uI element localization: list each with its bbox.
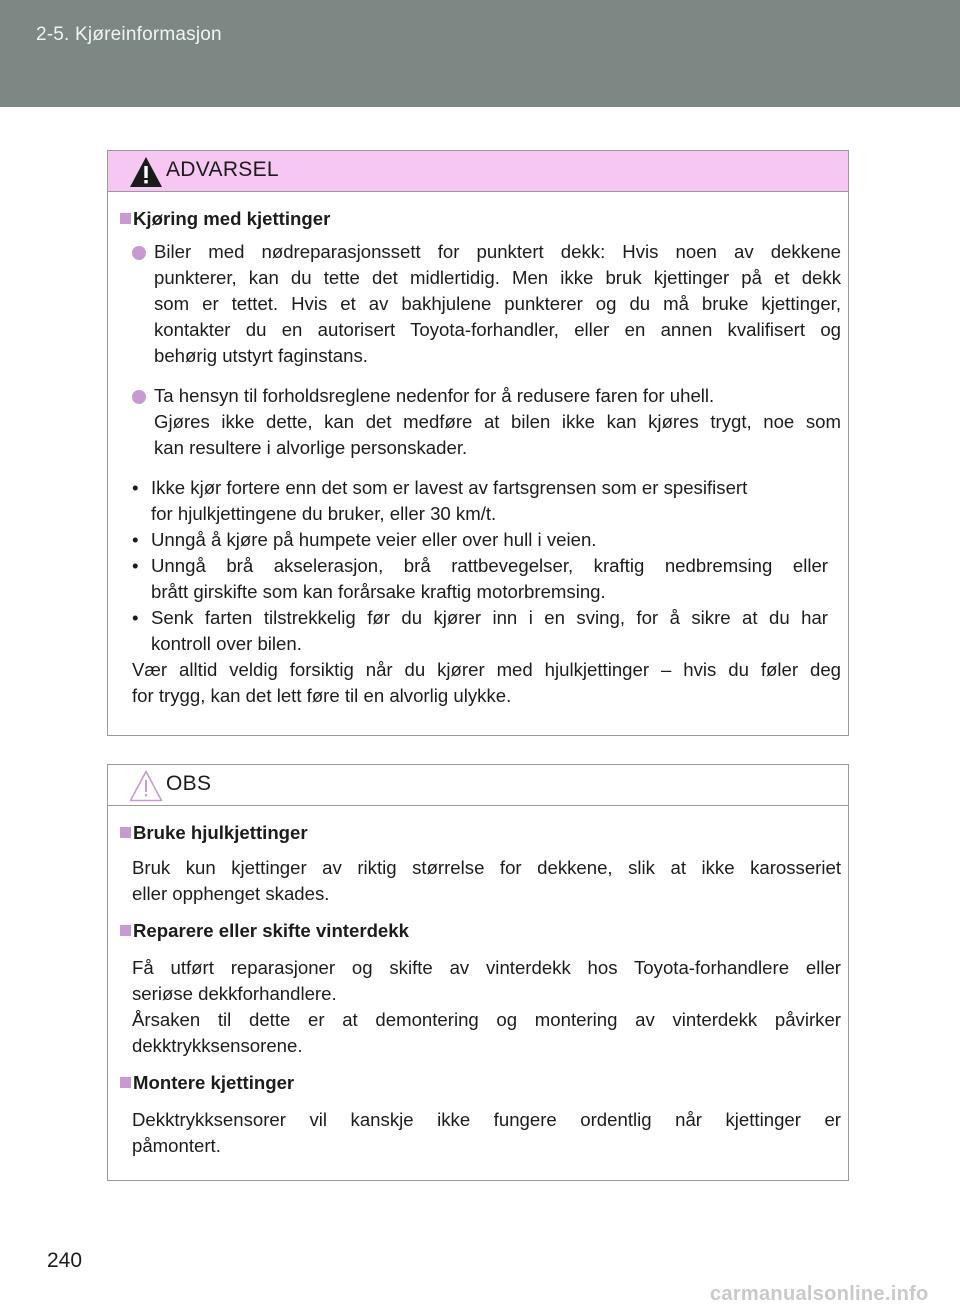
caution-title: OBS <box>166 772 212 795</box>
item1-line: punkterer, kan du tette det midlertidig. Men ikke bruk kjettinger på et dekk <box>154 267 841 288</box>
dot-bullet-icon: • <box>132 555 139 576</box>
bullet-line: kontroll over bilen. <box>151 633 302 654</box>
caution-heading: Reparere eller skifte vinterdekk <box>133 920 409 941</box>
item2-line: Gjøres ikke dette, kan det medføre at bilen ikke kan kjøres trygt, noe som <box>154 411 841 432</box>
closing-line: Vær alltid veldig forsiktig når du kjører med hjulkjettinger – hvis du føler deg <box>132 659 841 680</box>
item1-line: Biler med nødreparasjonssett for punktert dekk: Hvis noen av dekkene <box>154 241 841 262</box>
square-bullet-icon <box>120 925 131 936</box>
warning-heading: Kjøring med kjettinger <box>133 208 331 229</box>
caution-text-line: Bruk kun kjettinger av riktig størrelse for dekkene, slik at ikke karosseriet <box>132 857 841 878</box>
caution-text-line: påmontert. <box>132 1135 221 1156</box>
watermark: carmanualsonline.info <box>710 1283 929 1305</box>
dot-bullet-icon: • <box>132 529 139 550</box>
section-title: 2-5. Kjøreinformasjon <box>36 24 222 45</box>
caution-heading: Montere kjettinger <box>133 1072 295 1093</box>
square-bullet-icon <box>120 1077 131 1088</box>
closing-line: for trygg, kan det lett føre til en alvorlig ulykke. <box>132 685 512 706</box>
square-bullet-icon <box>120 213 131 224</box>
page-number: 240 <box>47 1249 83 1272</box>
item1-line: som er tettet. Hvis et av bakhjulene punkterer og du må bruke kjettinger, <box>154 293 841 314</box>
dot-bullet-icon: • <box>132 477 139 498</box>
bullet-line: Unngå brå akselerasjon, brå rattbevegelser, kraftig nedbremsing eller <box>151 555 828 576</box>
bullet-line: brått girskifte som kan forårsake kraftig motorbremsing. <box>151 581 606 602</box>
caution-text-line: Årsaken til dette er at demontering og montering av vinterdekk påvirker <box>132 1009 841 1030</box>
item2-line: kan resultere i alvorlige personskader. <box>154 437 468 458</box>
page-header <box>0 0 960 107</box>
caution-text-line: seriøse dekkforhandlere. <box>132 983 337 1004</box>
warning-box-header <box>108 151 848 192</box>
bullet-line: Unngå å kjøre på humpete veier eller over hull i veien. <box>151 529 597 550</box>
round-bullet-icon <box>132 246 146 260</box>
caution-heading: Bruke hjulkjettinger <box>133 822 308 843</box>
caution-text-line: eller opphenget skades. <box>132 883 330 904</box>
warning-box <box>107 150 849 736</box>
round-bullet-icon <box>132 390 146 404</box>
bullet-line: Ikke kjør fortere enn det som er lavest av fartsgrensen som er spesifisert <box>151 477 748 498</box>
bullet-line: Senk farten tilstrekkelig før du kjører inn i en sving, for å sikre at du har <box>151 607 828 628</box>
warning-triangle-icon <box>128 155 164 189</box>
item2-line: Ta hensyn til forholdsreglene nedenfor for å redusere faren for uhell. <box>154 385 715 406</box>
bullet-line: for hjulkjettingene du bruker, eller 30 km/t. <box>151 503 497 524</box>
caution-text-line: Få utført reparasjoner og skifte av vinterdekk hos Toyota-forhandlere eller <box>132 957 841 978</box>
caution-box-header <box>108 765 848 806</box>
item1-line: behørig utstyrt faginstans. <box>154 345 368 366</box>
caution-box <box>107 764 849 1181</box>
caution-text-line: dekktrykksensorene. <box>132 1035 303 1056</box>
item1-line: kontakter du en autorisert Toyota-forhandler, eller en annen kvalifisert og <box>154 319 841 340</box>
square-bullet-icon <box>120 827 131 838</box>
caution-text-line: Dekktrykksensorer vil kanskje ikke fungere ordentlig når kjettinger er <box>132 1109 841 1130</box>
dot-bullet-icon: • <box>132 607 139 628</box>
warning-title: ADVARSEL <box>166 158 279 181</box>
caution-triangle-icon <box>128 769 164 803</box>
